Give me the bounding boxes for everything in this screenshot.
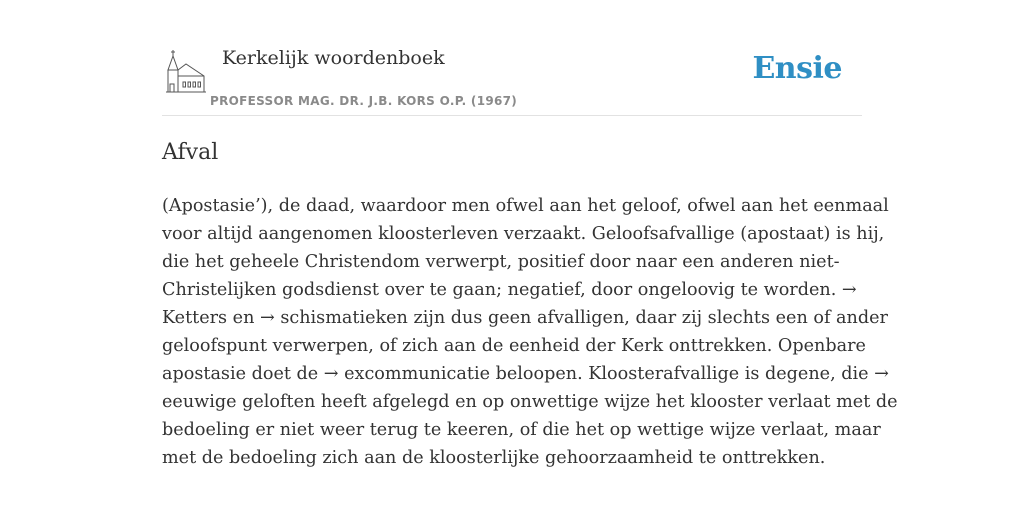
entry-line: die het geheele Christendom verwerpt, positief door naar een anderen niet-: [162, 252, 840, 272]
church-icon[interactable]: [166, 50, 206, 94]
entry-line: voor altijd aangenomen kloosterleven verzaakt. Geloofsafvallige (apostaat) is hij,: [162, 224, 885, 244]
ensie-logo[interactable]: Ensie: [752, 51, 842, 86]
header: [162, 40, 862, 116]
entry-title: Afval: [162, 140, 219, 165]
entry-line: (Apostasie’), de daad, waardoor men ofwel aan het geloof, ofwel aan het eenmaal: [162, 196, 889, 216]
entry-line: met de bedoeling zich aan de kloosterlijke gehoorzaamheid te onttrekken.: [162, 448, 826, 468]
entry-line: Ketters en → schismatieken zijn dus geen afvalligen, daar zij slechts een of ander: [162, 308, 888, 328]
entry-line: geloofspunt verwerpen, of zich aan de eenheid der Kerk onttrekken. Openbare: [162, 336, 866, 356]
entry-line: bedoeling er niet weer terug te keeren, of die het op wettige wijze verlaat, maar: [162, 420, 881, 440]
entry-line: apostasie doet de → excommunicatie beloopen. Kloosterafvallige is degene, die →: [162, 364, 889, 384]
book-author: PROFESSOR MAG. DR. J.B. KORS O.P. (1967): [210, 94, 518, 108]
entry-line: Christelijken godsdienst over te gaan; negatief, door ongeloovig te worden. →: [162, 280, 857, 300]
entry-body: [162, 192, 898, 472]
book-title[interactable]: Kerkelijk woordenboek: [222, 47, 445, 69]
entry-line: eeuwige geloften heeft afgelegd en op onwettige wijze het klooster verlaat met de: [162, 392, 898, 412]
